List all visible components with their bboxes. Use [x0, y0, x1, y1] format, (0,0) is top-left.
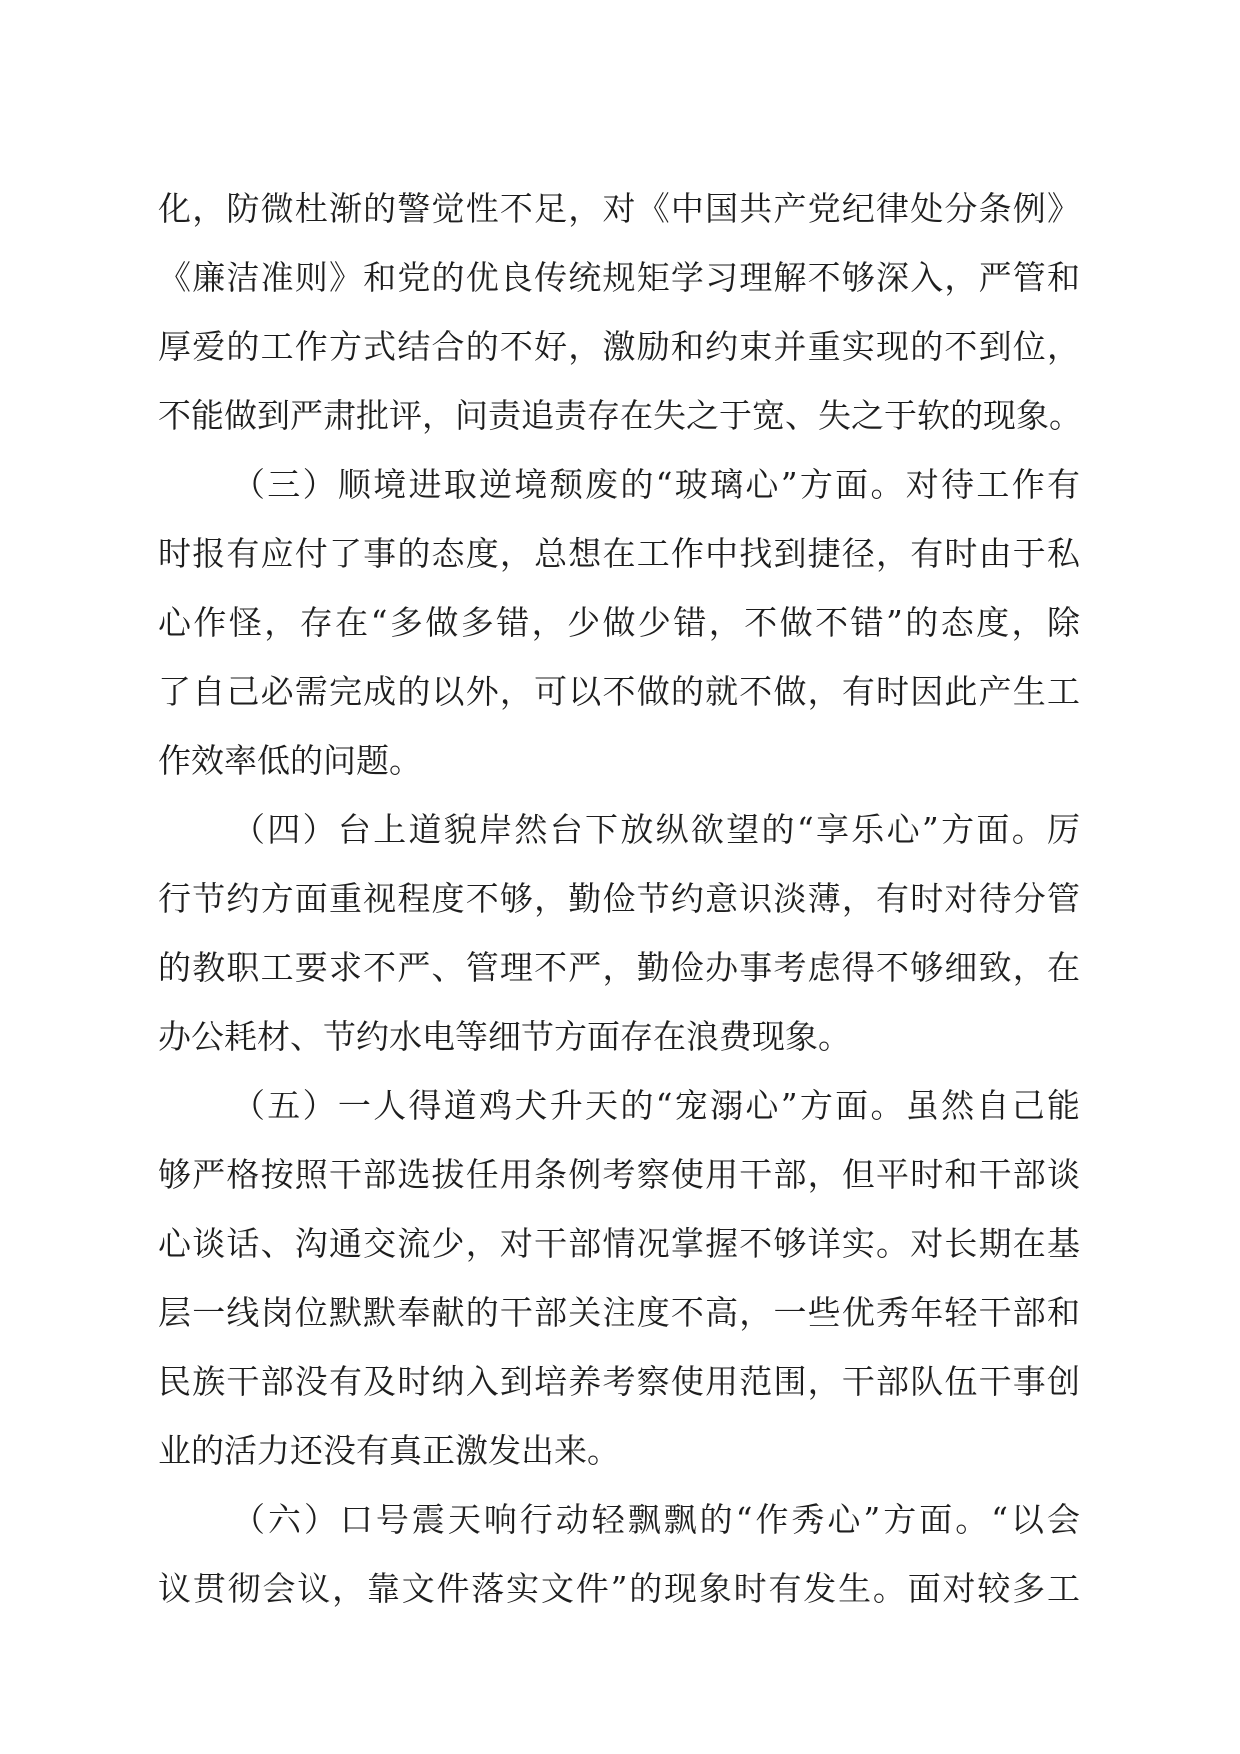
paragraph-heading-6: （六）口号震天响行动轻飘飘的“作秀心”方面。“以会: [232, 1500, 1080, 1539]
text-line: 够严格按照干部选拔任用条例考察使用干部，但平时和干部谈: [158, 1155, 1080, 1194]
text-line: 心作怪，存在“多做多错，少做少错，不做不错”的态度，除: [158, 603, 1080, 642]
text-line: 心谈话、沟通交流少，对干部情况掌握不够详实。对长期在基: [158, 1224, 1080, 1263]
text-line: 了自己必需完成的以外，可以不做的就不做，有时因此产生工: [158, 672, 1080, 711]
text-line: 层一线岗位默默奉献的干部关注度不高，一些优秀年轻干部和: [158, 1293, 1080, 1332]
text-line: 厚爱的工作方式结合的不好，激励和约束并重实现的不到位，: [158, 327, 1080, 366]
paragraph-heading-5: （五）一人得道鸡犬升天的“宠溺心”方面。虽然自己能: [232, 1086, 1080, 1125]
text-line: 《廉洁准则》和党的优良传统规矩学习理解不够深入，严管和: [158, 258, 1080, 297]
text-line: 化，防微杜渐的警觉性不足，对《中国共产党纪律处分条例》: [158, 189, 1080, 228]
text-line: 的教职工要求不严、管理不严，勤俭办事考虑得不够细致，在: [158, 948, 1080, 987]
text-line: 办公耗材、节约水电等细节方面存在浪费现象。: [158, 1017, 851, 1056]
text-line: 行节约方面重视程度不够，勤俭节约意识淡薄，有时对待分管: [158, 879, 1080, 918]
text-line: 不能做到严肃批评，问责追责存在失之于宽、失之于软的现象。: [158, 396, 1082, 435]
text-line: 业的活力还没有真正激发出来。: [158, 1431, 620, 1470]
text-line: 时报有应付了事的态度，总想在工作中找到捷径，有时由于私: [158, 534, 1080, 573]
text-line: 作效率低的问题。: [158, 741, 422, 780]
text-line: 民族干部没有及时纳入到培养考察使用范围，干部队伍干事创: [158, 1362, 1080, 1401]
text-line: 议贯彻会议，靠文件落实文件”的现象时有发生。面对较多工: [158, 1569, 1080, 1608]
paragraph-heading-3: （三）顺境进取逆境颓废的“玻璃心”方面。对待工作有: [232, 465, 1080, 504]
paragraph-heading-4: （四）台上道貌岸然台下放纵欲望的“享乐心”方面。厉: [232, 810, 1080, 849]
